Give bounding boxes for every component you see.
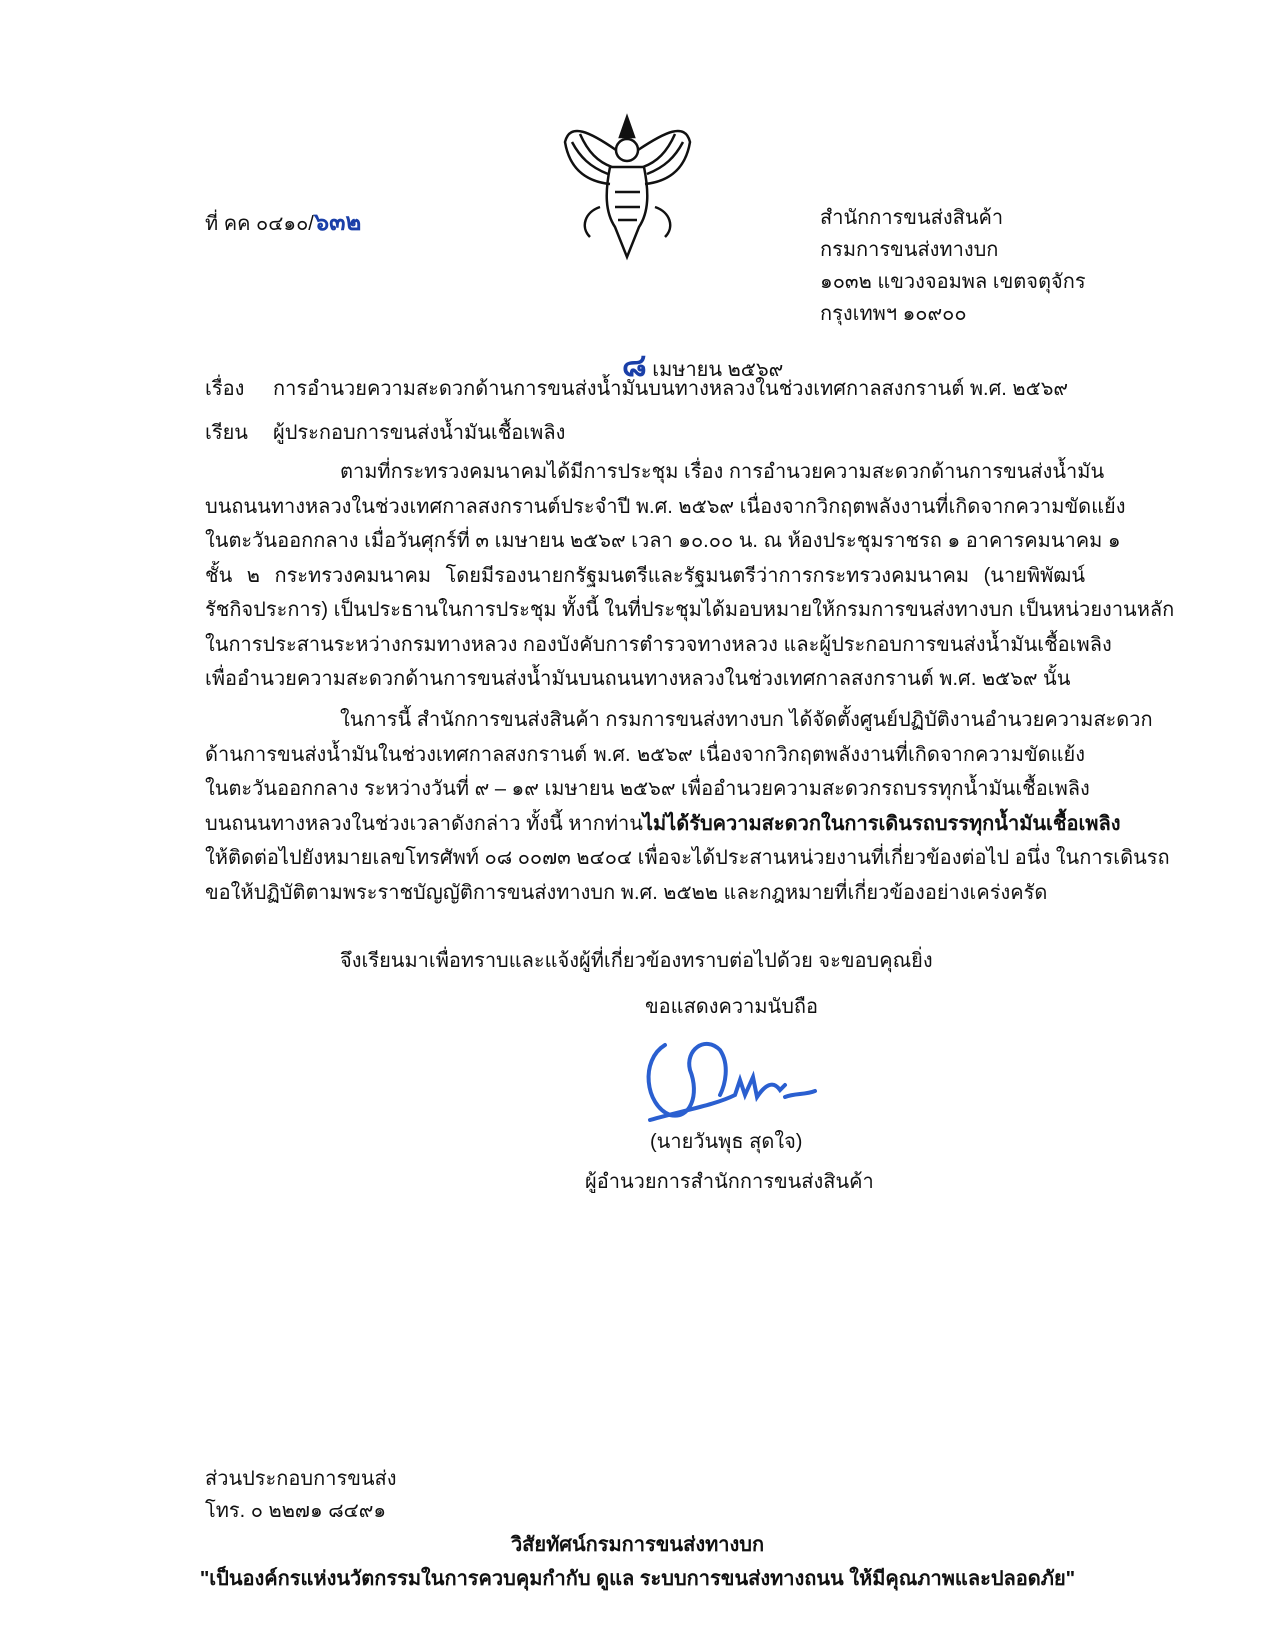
recipient-label: เรียน [205,422,248,444]
address-line: สำนักการขนส่งสินค้า [820,207,1004,229]
text-line: เพื่ออำนวยความสะดวกด้านการขนส่งน้ำมันบนถนนทางหลวงในช่วงเทศกาลสงกรานต์ พ.ศ. ๒๕๖๙ นั้น [205,668,1071,690]
address-line: ๑๐๓๒ แขวงจอมพล เขตจตุจักร [820,271,1086,293]
date-day: ๘ [622,347,647,383]
text-line: ชั้น ๒ กระทรวงคมนาคม โดยมีรองนายกรัฐมนตรีและรัฐมนตรีว่าการกระทรวงคมนาคม (นายพิพัฒน์ [205,564,1085,587]
signer-position: ผู้อำนวยการสำนักการขนส่งสินค้า [585,1171,874,1193]
text-line: ในตะวันออกกลาง ระหว่างวันที่ ๙ – ๑๙ เมษายน ๒๕๖๙ เพื่ออำนวยความสะดวกรถบรรทุกน้ำมันเชื้อเพลิง [205,778,1090,800]
signer-name: (นายวันพุธ สุดใจ) [650,1131,803,1153]
footer-division: ส่วนประกอบการขนส่ง [205,1468,397,1490]
text-line: ขอให้ปฏิบัติตามพระราชบัญญัติการขนส่งทางบก พ.ศ. ๒๕๒๒ และกฎหมายที่เกี่ยวข้องอย่างเคร่งครัด [205,881,1048,904]
address-line: กรมการขนส่งทางบก [820,239,999,261]
regards: ขอแสดงความนับถือ [645,996,819,1018]
garuda-emblem-icon [560,112,695,262]
subject-text: การอำนวยความสะดวกด้านการขนส่งน้ำมันบนทางหลวงในช่วงเทศกาลสงกรานต์ พ.ศ. ๒๕๖๙ [273,378,1069,400]
footer-phone: โทร. ๐ ๒๒๗๑ ๘๔๙๑ [205,1500,387,1522]
closing-sentence: จึงเรียนมาเพื่อทราบและแจ้งผู้ที่เกี่ยวข้องทราบต่อไปด้วย จะขอบคุณยิ่ง [340,950,933,972]
text-line: ในการนี้ สำนักการขนส่งสินค้า กรมการขนส่งทางบก ได้จัดตั้งศูนย์ปฏิบัติงานอำนวยความสะดวก [340,709,1153,731]
sender-address [820,202,1086,330]
body-paragraph-1 [205,455,1175,697]
text-line: ตามที่กระทรวงคมนาคมได้มีการประชุม เรื่อง การอำนวยความสะดวกด้านการขนส่งน้ำมัน [340,461,1105,483]
recipient-text: ผู้ประกอบการขนส่งน้ำมันเชื้อเพลิง [273,422,566,444]
subject-row [205,372,1068,404]
text-line: ในการประสานระหว่างกรมทางหลวง กองบังคับการตำรวจทางหลวง และผู้ประกอบการขนส่งน้ำมันเชื้อเพลิง [205,633,1112,656]
text-line: บนถนนทางหลวงในช่วงเทศกาลสงกรานต์ประจำปี พ.ศ. ๒๕๖๙ เนื่องจากวิกฤตพลังงานที่เกิดจากความขัดแย้ง [205,495,1126,518]
text-emphasis: ไม่ได้รับความสะดวกในการเดินรถบรรทุกน้ำมันเชื้อเพลิง [642,812,1121,835]
text-line: ในตะวันออกกลาง เมื่อวันศุกร์ที่ ๓ เมษายน ๒๕๖๙ เวลา ๑๐.๐๐ น. ณ ห้องประชุมราชรถ ๑ อาคารคมนาคม ๑ [205,530,1121,552]
text-line: รัชกิจประการ) เป็นประธานในการประชุม ทั้งนี้ ในที่ประชุมได้มอบหมายให้กรมการขนส่งทางบก เป็นหน่วยงานหลัก [205,599,1175,621]
vision-title: วิสัยทัศน์กรมการขนส่งทางบก [510,1534,765,1556]
footer-contact [205,1463,397,1527]
text-line: ด้านการขนส่งน้ำมันในช่วงเทศกาลสงกรานต์ พ.ศ. ๒๕๖๙ เนื่องจากวิกฤตพลังงานที่เกิดจากความขัดแย้ง [205,743,1085,766]
address-line: กรุงเทพฯ ๑๐๙๐๐ [820,303,967,325]
text-line: ให้ติดต่อไปยังหมายเลขโทรศัพท์ ๐๘ ๐๐๗๓ ๒๔๐๔ เพื่อจะได้ประสานหน่วยงานที่เกี่ยวข้องต่อไป อนึ่ง ในการเดินรถ [205,847,1170,869]
signature-icon [645,1025,825,1125]
body-paragraph-2 [205,703,1170,910]
reference-number [205,202,361,241]
subject-label: เรื่อง [205,378,245,400]
vision-text: "เป็นองค์กรแห่งนวัตกรรมในการควบคุมกำกับ ดูแล ระบบการขนส่งทางถนน ให้มีคุณภาพและปลอดภัย" [199,1568,1076,1590]
text-normal: บนถนนทางหลวงในช่วงเวลาดังกล่าว ทั้งนี้ หากท่าน [205,812,643,835]
recipient-row [205,416,565,448]
date-month-year: เมษายน ๒๕๖๙ [646,359,784,381]
text-line [205,807,1121,842]
ref-prefix: ที่ คค ๐๔๑๐/ [205,213,314,235]
ref-handwritten-number: ๖๓๒ [313,209,362,236]
